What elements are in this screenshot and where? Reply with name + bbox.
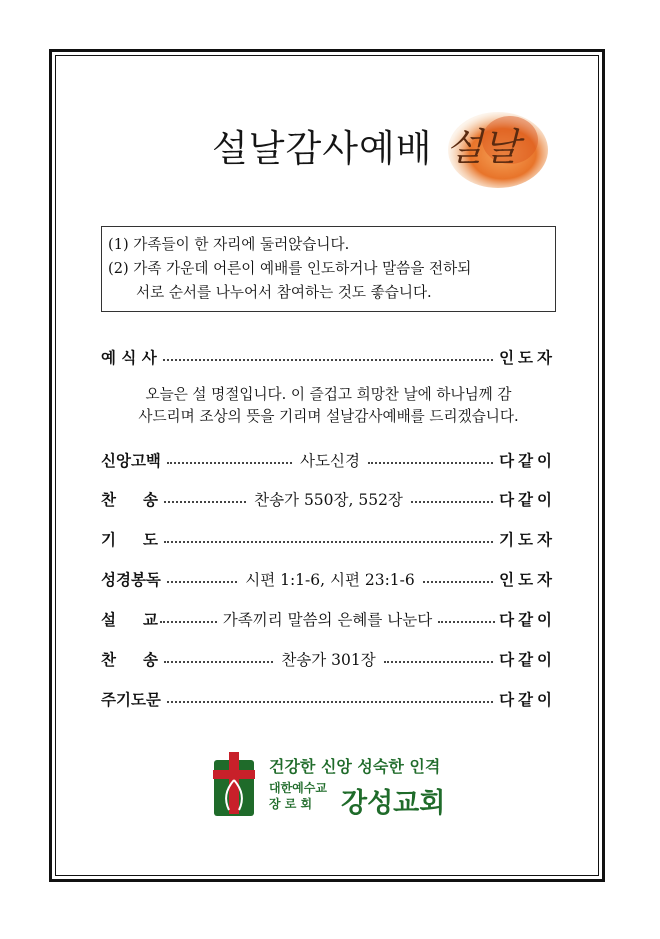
church-cross-logo [211, 752, 257, 818]
order-leader: 다같이 [499, 691, 556, 709]
notice-line-3: 서로 순서를 나누어서 참여하는 것도 좋습니다. [136, 284, 432, 301]
order-row-scripture [101, 567, 556, 591]
order-row-opening [101, 345, 556, 369]
order-label: 기 도 [101, 531, 158, 549]
dot-leader [163, 359, 493, 361]
church-footer [211, 752, 471, 818]
order-row-prayer [101, 527, 556, 551]
order-content: 찬송가 550장, 552장 [254, 491, 403, 509]
order-leader: 다같이 [499, 491, 556, 509]
dot-leader [164, 501, 246, 503]
dot-leader [384, 661, 493, 663]
order-content: 시편 1:1-6, 시편 23:1-6 [245, 571, 415, 589]
order-label: 예 식 사 [101, 349, 157, 367]
dot-leader [164, 541, 493, 543]
dot-leader [167, 701, 493, 703]
order-content: 찬송가 301장 [281, 651, 376, 669]
church-name: 강성교회 [341, 788, 446, 819]
dot-leader [164, 661, 273, 663]
order-row-lords-prayer [101, 687, 556, 711]
notice-box [101, 226, 556, 312]
dot-leader [167, 462, 292, 464]
logo-text: 설날 [446, 125, 520, 169]
order-leader: 인도자 [499, 571, 557, 589]
denomination-line-1: 대한예수교 [269, 781, 327, 795]
dot-leader [411, 501, 493, 503]
order-label: 주기도문 [101, 691, 161, 709]
title-area [0, 118, 660, 178]
denomination-line-2: 장 로 회 [269, 797, 313, 811]
intro-text [101, 384, 556, 428]
order-row-sermon [101, 607, 556, 631]
order-label: 신앙고백 [101, 452, 161, 470]
notice-line-1: (1) 가족들이 한 자리에 둘러앉습니다. [108, 236, 350, 253]
order-leader: 기도자 [499, 531, 556, 549]
page-title: 설날감사예배 [212, 127, 433, 170]
order-row-hymn-2 [101, 647, 556, 671]
intro-line-1: 오늘은 설 명절입니다. 이 즐겁고 희망찬 날에 하나님께 감 [145, 386, 512, 403]
order-label: 찬 송 [101, 651, 158, 669]
denomination [269, 780, 327, 812]
dot-leader [167, 581, 237, 583]
dot-leader [368, 462, 493, 464]
order-row-creed [101, 448, 556, 472]
order-leader: 인도자 [499, 349, 556, 367]
order-content: 사도신경 [300, 452, 360, 470]
order-leader: 다같이 [499, 651, 557, 669]
dot-leader [160, 621, 217, 623]
seollal-logo [432, 100, 552, 192]
notice-line-2: (2) 가족 가운데 어른이 예배를 인도하거나 말씀을 전하되 [108, 260, 472, 277]
dot-leader [423, 581, 493, 583]
order-row-hymn-1 [101, 487, 556, 511]
intro-line-2: 사드리며 조상의 뜻을 기리며 설날감사예배를 드리겠습니다. [138, 408, 519, 425]
order-content: 가족끼리 말씀의 은혜를 나눈다 [222, 611, 433, 629]
order-label: 찬 송 [101, 491, 158, 509]
order-leader: 다같이 [499, 452, 557, 470]
order-label: 성경봉독 [101, 571, 161, 589]
order-leader: 다같이 [499, 611, 557, 629]
church-slogan: 건강한 신앙 성숙한 인격 [269, 757, 441, 776]
order-label: 설 교 [101, 611, 158, 629]
dot-leader [438, 621, 495, 623]
